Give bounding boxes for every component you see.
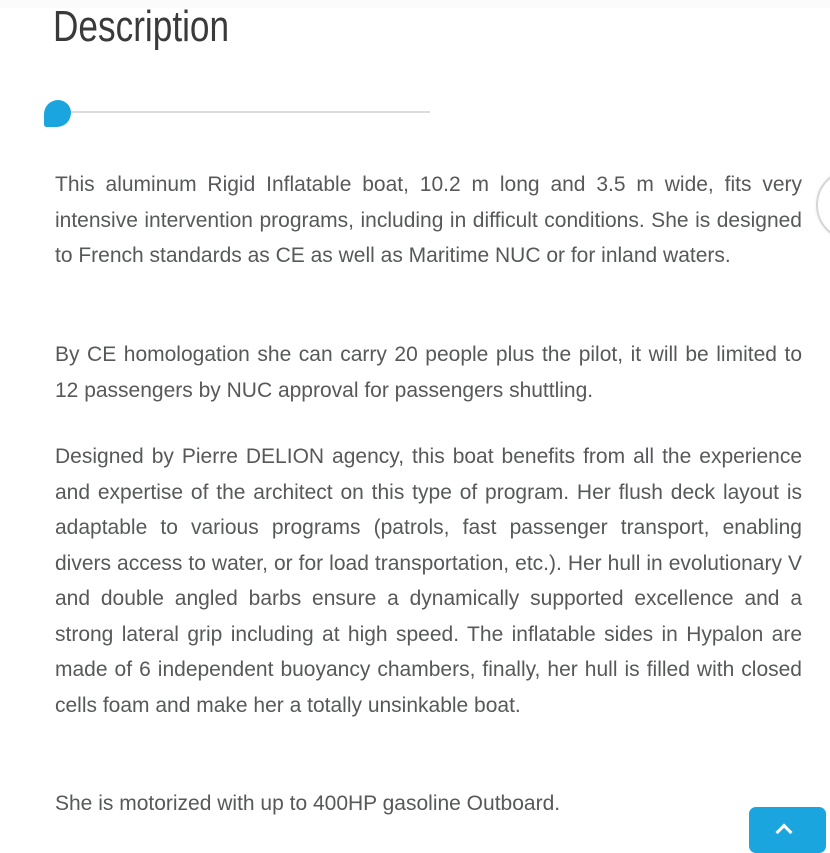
divider-line <box>57 111 430 113</box>
description-paragraph-2: By CE homologation she can carry 20 people plus the pilot, it will be limited to 12 passengers by NUC approval for passengers shuttling. <box>55 343 802 402</box>
leaf-accent-icon <box>44 100 71 127</box>
section-heading: Description <box>53 2 230 51</box>
description-paragraph-4: She is motorized with up to 400HP gasoline Outboard. <box>55 792 561 815</box>
description-paragraph-3: Designed by Pierre DELION agency, this boat benefits from all the experience and expertise of the architect on this type of program. Her flush deck layout is adaptable to various programs (patrols, fast passenger transport, enabling divers access to water, or for load transportation, etc.). Her hull in evolutionary V and double angled barbs ensure a dynamically supported excellence and a strong lateral grip including at high speed. The inflatable sides in Hypalon are made of 6 independent buoyancy chambers, finally, her hull is filled with closed cells foam and make her a totally unsinkable boat. <box>55 445 802 717</box>
description-paragraph-1: This aluminum Rigid Inflatable boat, 10.2 m long and 3.5 m wide, fits very intensive intervention programs, including in difficult conditions. She is designed to French standards as CE as well as Maritime NUC or for inland waters. <box>55 173 802 267</box>
carousel-next-button[interactable] <box>816 169 830 241</box>
chevron-up-icon <box>776 824 793 841</box>
scroll-to-top-button[interactable] <box>749 807 826 853</box>
